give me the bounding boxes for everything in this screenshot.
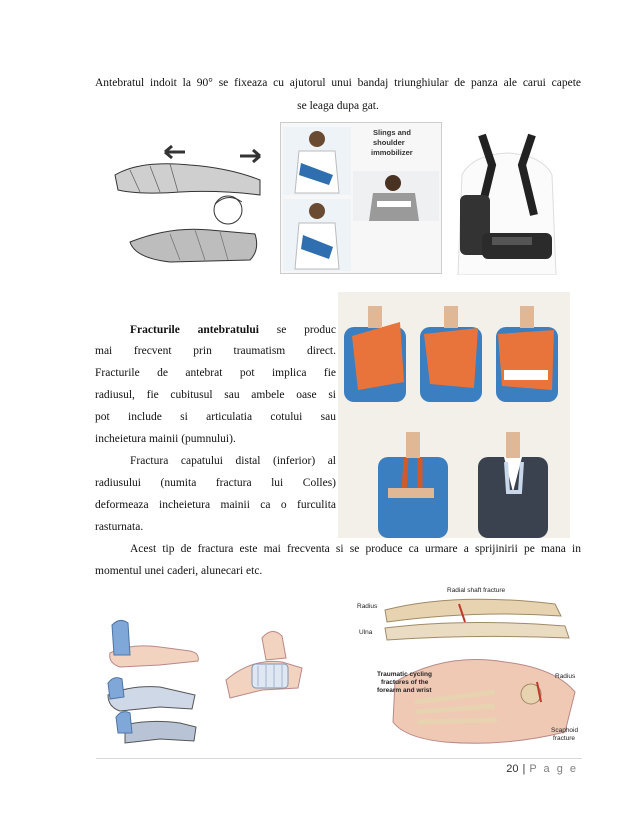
para1-line-3: radiusul, fie cubitusul sau ambele oase si [95, 389, 336, 401]
page-label: P a g e [529, 763, 578, 775]
shoulder-brace-photo [452, 125, 562, 275]
slings-label-1: Slings and [373, 128, 411, 137]
wrist-bandage-illustration [222, 618, 312, 708]
slings-label-3: immobilizer [371, 148, 413, 157]
para1-line-2: Fracturile de antebrat pot implica fie [95, 367, 336, 379]
forearm-cast-illustration [100, 615, 208, 750]
para2-line-1: Fractura capatului distal (inferior) al [130, 455, 336, 467]
para1-line-4: pot include si articulatia cotului sau [95, 411, 336, 423]
section-title: Fracturile antebratului [130, 324, 259, 336]
label-traumatic-3: forearm and wrist [377, 687, 432, 694]
footer-divider [96, 758, 582, 759]
label-traumatic-1: Traumatic cycling [377, 671, 432, 678]
label-scaphoid-1: Scaphoid [551, 727, 579, 734]
para1-line-5: incheietura mainii (pumnului). [95, 433, 236, 445]
arm-bandage-sketch [110, 130, 280, 270]
sling-steps-figure [338, 292, 570, 538]
label-radial-shaft: Radial shaft fracture [447, 587, 506, 594]
para2-line-4: rasturnata. [95, 521, 144, 533]
label-ulna: Ulna [359, 629, 373, 636]
page-footer [506, 763, 578, 775]
label-radius: Radius [357, 603, 378, 610]
footer-separator: | [522, 763, 526, 775]
forearm-fracture-anatomy [355, 582, 587, 752]
section-first-line [130, 320, 336, 342]
para3-line-2: momentul unei caderi, alunecari etc. [95, 565, 263, 577]
para3-line-1: Acest tip de fractura este mai frecventa si se produce ca urmare a sprijinirii pe mana in [130, 543, 581, 555]
section-first-rest: se produc [276, 324, 337, 336]
slings-label-2: shoulder [373, 138, 405, 147]
intro-line-2: se leaga dupa gat. [297, 100, 379, 112]
label-scaphoid-2: fracture [553, 735, 576, 742]
intro-line-1: Antebratul indoit la 90° se fixeaza cu ajutorul unui bandaj triunghiular de panza ale carui capete [95, 77, 581, 89]
page-number: 20 [506, 763, 519, 775]
label-traumatic-2: fractures of the [381, 679, 429, 686]
slings-immobilizer-figure [280, 122, 442, 274]
para2-line-2: radiusului (numita fractura lui Colles) [95, 477, 336, 489]
label-radius-2: Radius [555, 673, 576, 680]
para2-line-3: deformeaza incheietura mainii ca o furculita [95, 499, 336, 511]
para1-line-1: mai frecvent prin traumatism direct. [95, 345, 336, 357]
